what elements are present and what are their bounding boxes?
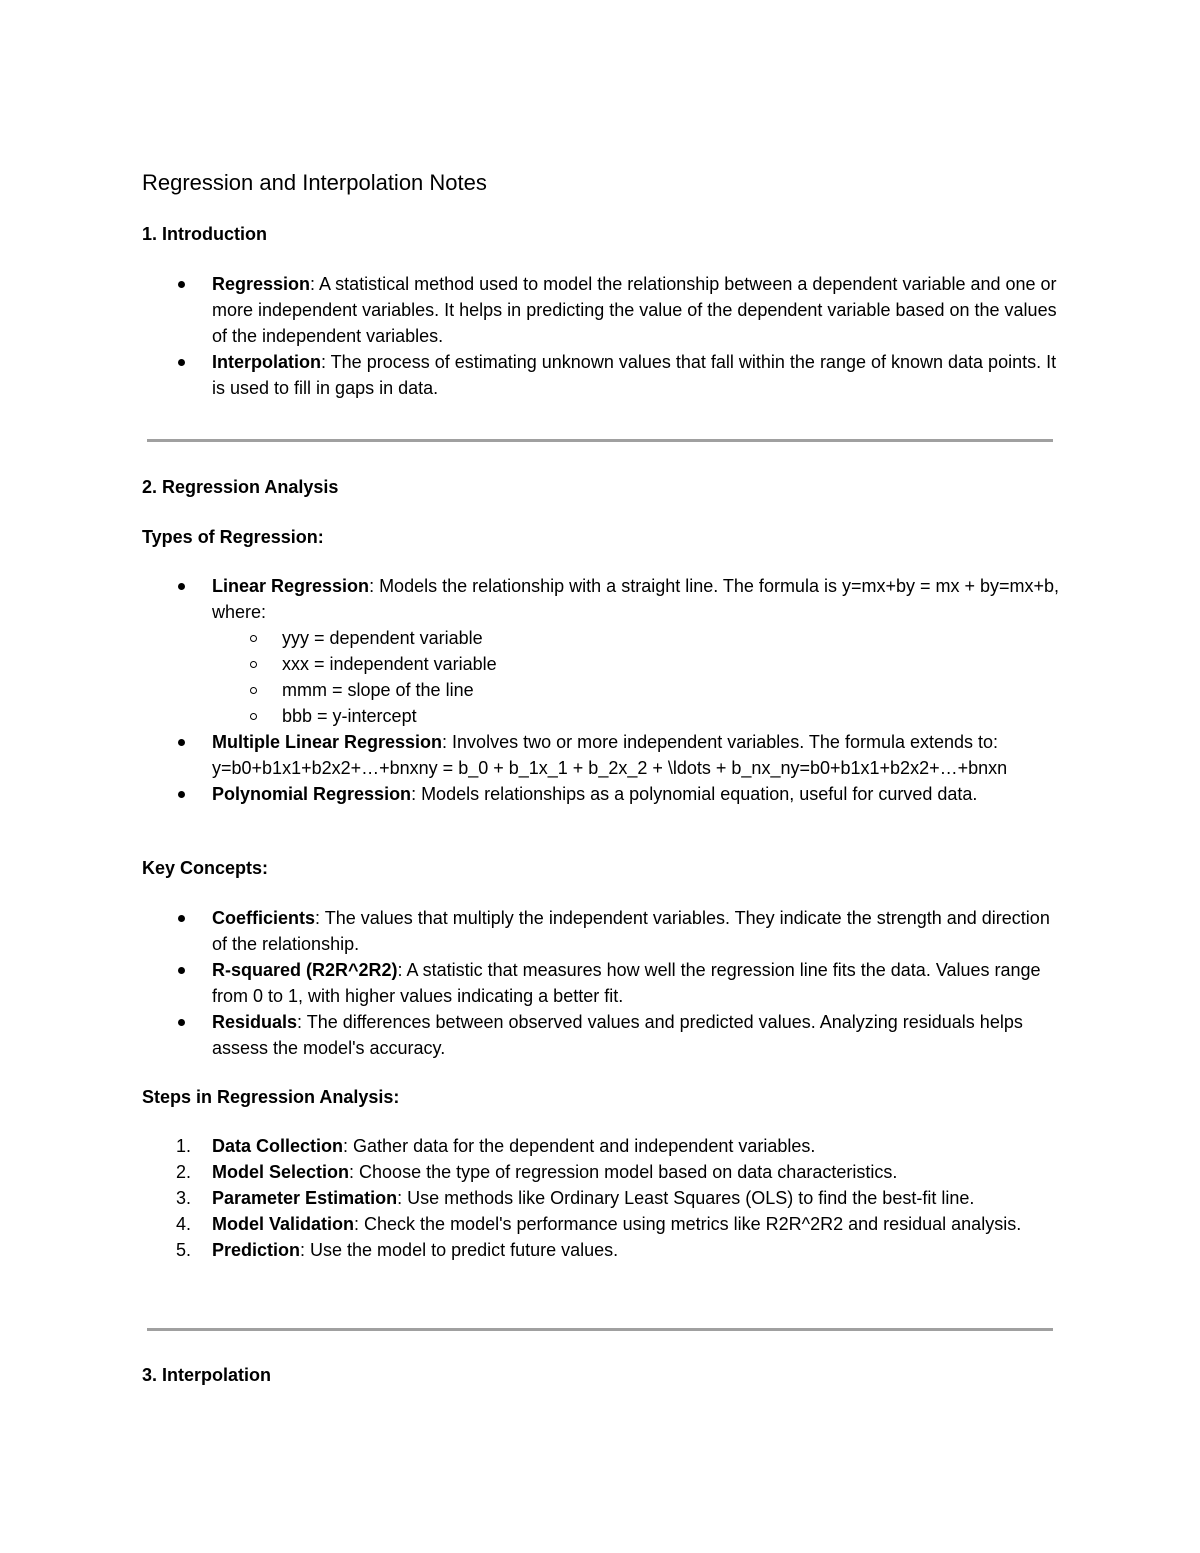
term-linear-regression: Linear Regression	[212, 576, 370, 596]
bullet-icon	[178, 915, 185, 922]
section-heading-interpolation: 3. Interpolation	[142, 1365, 272, 1385]
step-number: 1.	[176, 1136, 192, 1156]
step-number: 4.	[176, 1214, 192, 1234]
definition-interpolation: : The process of estimating unknown values that fall within the range of known data points. It is used to fill in gaps in data.	[212, 352, 1057, 398]
term-coefficients: Coefficients	[212, 908, 316, 928]
list-item	[142, 957, 1062, 1009]
subheading-key-concepts: Key Concepts:	[142, 858, 269, 878]
bullet-icon	[178, 583, 185, 590]
sub-list-item	[212, 651, 1062, 677]
variable-definition: mmm = slope of the line	[282, 680, 474, 700]
step-term: Parameter Estimation	[212, 1188, 398, 1208]
list-item	[142, 729, 1062, 781]
step-term: Data Collection	[212, 1136, 344, 1156]
document-title: Regression and Interpolation Notes	[142, 170, 487, 195]
definition-residuals: : The differences between observed values and predicted values. Analyzing residuals helps assess the model's accuracy.	[212, 1012, 1023, 1058]
variable-definition: yyy = dependent variable	[282, 628, 483, 648]
definition-polynomial-regression: : Models relationships as a polynomial equation, useful for curved data.	[411, 784, 978, 804]
list-item	[142, 1211, 1062, 1237]
bullet-icon	[178, 967, 185, 974]
step-number: 2.	[176, 1162, 192, 1182]
hollow-bullet-icon	[250, 661, 257, 668]
definition-multiple-linear-regression: : Involves two or more independent variables. The formula extends to: y=b0+b1x1+b2x2+…+bnxny = b_0 + b_1x_1 + b_2x_2 + \ldots + b_nx_ny=b0​+b1​x1​+b2​x2​+…+bn​xn​	[212, 732, 1008, 778]
definition-coefficients: : The values that multiply the independent variables. They indicate the strength and direction of the relationship.	[212, 908, 1050, 954]
step-term: Model Validation	[212, 1214, 355, 1234]
section-heading-regression-analysis: 2. Regression Analysis	[142, 477, 339, 497]
hollow-bullet-icon	[250, 687, 257, 694]
variable-definition: bbb = y-intercept	[282, 706, 417, 726]
subheading-steps-in-regression-analysis: Steps in Regression Analysis:	[142, 1087, 400, 1107]
step-number: 5.	[176, 1240, 192, 1260]
hollow-bullet-icon	[250, 713, 257, 720]
list-item	[142, 1185, 1062, 1211]
step-text: : Choose the type of regression model based on data characteristics.	[349, 1162, 898, 1182]
list-item	[142, 573, 1062, 729]
regression-steps-list	[142, 1133, 1062, 1263]
term-multiple-linear-regression: Multiple Linear Regression	[212, 732, 443, 752]
term-polynomial-regression: Polynomial Regression	[212, 784, 412, 804]
list-item	[142, 1159, 1062, 1185]
step-term: Model Selection	[212, 1162, 350, 1182]
section-heading-introduction: 1. Introduction	[142, 224, 267, 244]
step-term: Prediction	[212, 1240, 301, 1260]
list-item	[142, 271, 1062, 349]
bullet-icon	[178, 791, 185, 798]
list-item	[142, 1009, 1062, 1061]
list-item	[142, 905, 1062, 957]
bullet-icon	[178, 739, 185, 746]
list-item	[142, 781, 1062, 807]
step-text: : Use methods like Ordinary Least Squares (OLS) to find the best-fit line.	[397, 1188, 975, 1208]
term-r-squared: R-squared (R2R^2R2)	[212, 960, 398, 980]
step-number: 3.	[176, 1188, 192, 1208]
bullet-icon	[178, 281, 185, 288]
step-text: : Gather data for the dependent and independent variables.	[343, 1136, 816, 1156]
horizontal-divider	[147, 1328, 1053, 1331]
sub-list-item	[212, 677, 1062, 703]
term-residuals: Residuals	[212, 1012, 298, 1032]
subheading-types-of-regression: Types of Regression:	[142, 527, 324, 547]
horizontal-divider	[147, 439, 1053, 442]
variable-definition: xxx = independent variable	[282, 654, 497, 674]
list-item	[142, 1237, 1062, 1263]
sub-list-item	[212, 625, 1062, 651]
key-concepts-list	[142, 905, 1062, 1061]
definition-r-squared: : A statistic that measures how well the regression line fits the data. Values range from 0 to 1, with higher values indicating a better fit.	[212, 960, 1041, 1006]
bullet-icon	[178, 1019, 185, 1026]
bullet-icon	[178, 359, 185, 366]
step-text: : Check the model's performance using metrics like R2R^2R2 and residual analysis.	[354, 1214, 1022, 1234]
step-text: : Use the model to predict future values.	[300, 1240, 619, 1260]
definition-linear-regression: : Models the relationship with a straight line. The formula is y=mx+by = mx + by=mx+b, where:	[212, 576, 1060, 622]
list-item	[142, 1133, 1062, 1159]
regression-types-list	[142, 573, 1062, 807]
sub-list-item	[212, 703, 1062, 729]
linear-regression-variables	[212, 625, 1062, 729]
introduction-list	[142, 271, 1062, 401]
term-interpolation: Interpolation	[212, 352, 321, 372]
definition-regression: : A statistical method used to model the relationship between a dependent variable and one or more independent variables. It helps in predicting the value of the dependent variable based on the values of the independent variables.	[212, 274, 1057, 346]
list-item	[142, 349, 1062, 401]
term-regression: Regression	[212, 274, 311, 294]
hollow-bullet-icon	[250, 635, 257, 642]
